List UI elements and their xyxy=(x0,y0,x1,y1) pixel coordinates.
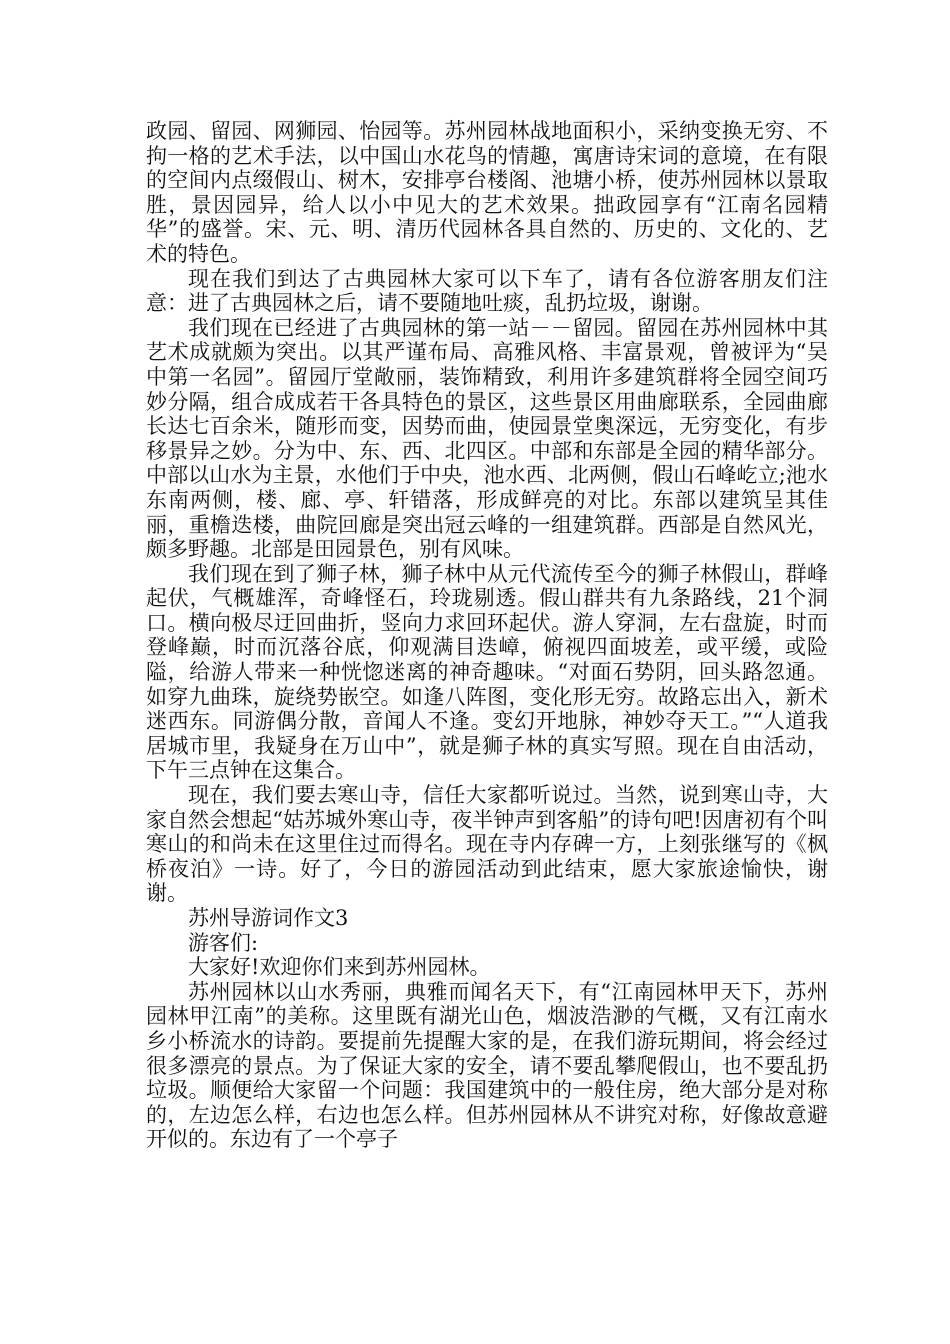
welcome-line: 大家好!欢迎你们来到苏州园林。 xyxy=(188,955,491,980)
section-heading: 苏州导游词作文3 xyxy=(188,906,349,930)
paragraph-hanshan-temple: 现在，我们要去寒山寺，信任大家都听说过。当然，说到寒山寺，大家自然会想起“姑苏城外寒山寺，夜半钟声到客船”的诗句吧!因唐初有个叫寒山的和尚未在这里住过而得名。现在寺内存碑一方，上刻张继写的《枫桥夜泊》一诗。好了，今日的游园活动到此结束，愿大家旅途愉快，谢谢。 xyxy=(146,783,828,906)
paragraph-shizilin: 我们现在到了狮子林，狮子林中从元代流传至今的狮子林假山，群峰起伏，气概雄浑，奇峰怪石，玲珑剔透。假山群共有九条路线，21个洞口。横向极尽迂回曲折，竖向力求回环起伏。游人穿洞，左右盘旋，时而登峰巅，时而沉落谷底，仰观满目迭嶂，俯视四面坡差，或平缓，或险隘，给游人带来一种恍惚迷离的神奇趣味。“对面石势阴，回头路忽通。如穿九曲珠，旋绕势嵌空。如逢八阵图，变化形无穷。故路忘出入，新术迷西东。同游偶分散，音闻人不逢。变幻开地脉，神妙夺天工。”“人道我居城市里，我疑身在万山中”，就是狮子林的真实写照。现在自由活动，下午三点钟在这集合。 xyxy=(146,561,828,783)
document-body xyxy=(146,119,828,1152)
paragraph-arrival-notice: 现在我们到达了古典园林大家可以下车了，请有各位游客朋友们注意：进了古典园林之后，请不要随地吐痰，乱扔垃圾，谢谢。 xyxy=(146,266,828,316)
greeting-line: 游客们: xyxy=(188,930,259,955)
paragraph-liuyuan: 我们现在已经进了古典园林的第一站－－留园。留园在苏州园林中其艺术成就颇为突出。以其严谨布局、高雅风格、丰富景观，曾被评为“吴中第一名园”。留园厅堂敞丽，装饰精致，利用许多建筑群将全园空间巧妙分隔，组合成成若干各具特色的景区，这些景区用曲廊联系，全园曲廊长达七百余米，随形而变，因势而曲，使园景堂奥深远，无穷变化，有步移景异之妙。分为中、东、西、北四区。中部和东部是全园的精华部分。中部以山水为主景，水他们于中央，池水西、北两侧，假山石峰屹立;池水东南两侧，楼、廊、亭、轩错落，形成鲜亮的对比。东部以建筑呈其佳丽，重檐迭楼，曲院回廊是突出冠云峰的一组建筑群。西部是自然风光，颇多野趣。北部是田园景色，别有风味。 xyxy=(146,315,828,562)
paragraph-zhuozheng-intro: 政园、留园、网狮园、怡园等。苏州园林战地面积小，采纳变换无穷、不拘一格的艺术手法，以中国山水花鸟的情趣，寓唐诗宋词的意境，在有限的空间内点缀假山、树木，安排亭台楼阁、池塘小桥，使苏州园林以景取胜，景因园异，给人以小中见大的艺术效果。拙政园享有“江南名园精华”的盛誉。宋、元、明、清历代园林各具自然的、历史的、文化的、艺术的特色。 xyxy=(146,119,828,266)
paragraph-suzhou-gardens: 苏州园林以山水秀丽，典雅而闻名天下，有“江南园林甲天下，苏州园林甲江南”的美称。这里既有湖光山色，烟波浩渺的气概，又有江南水乡小桥流水的诗韵。要提前先提醒大家的是，在我们游玩期间，将会经过很多漂亮的景点。为了保证大家的安全，请不要乱攀爬假山，也不要乱扔垃圾。顺便给大家留一个问题：我国建筑中的一般住房，绝大部分是对称的，左边怎么样，右边也怎么样。但苏州园林从不讲究对称，好像故意避开似的。东边有了一个亭子 xyxy=(146,979,828,1152)
